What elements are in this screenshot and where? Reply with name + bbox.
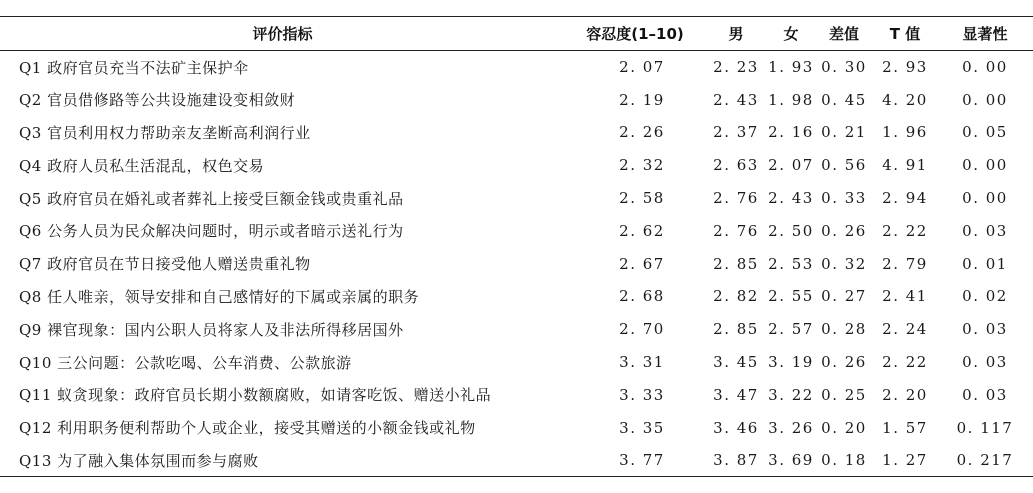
cell-tolerance: 2. 62 — [619, 221, 665, 240]
cell-diff: 0. 28 — [821, 320, 867, 339]
table-body — [0, 51, 1033, 477]
cell-male: 3. 47 — [713, 385, 759, 404]
cell-male: 3. 87 — [713, 451, 759, 470]
cell-t-value: 4. 20 — [882, 90, 928, 109]
cell-item: Q13 为了融入集体氛围而参与腐败 — [19, 451, 259, 470]
cell-significance: 0. 00 — [962, 58, 1008, 77]
cell-tolerance: 3. 77 — [619, 451, 665, 470]
cell-male: 2. 76 — [713, 189, 759, 208]
cell-t-value: 1. 57 — [882, 418, 928, 437]
cell-diff: 0. 25 — [821, 385, 867, 404]
cell-t-value: 2. 20 — [882, 385, 928, 404]
cell-significance: 0. 01 — [962, 254, 1008, 273]
table-row — [0, 182, 1033, 215]
cell-female: 1. 98 — [768, 90, 814, 109]
cell-tolerance: 2. 26 — [619, 123, 665, 142]
cell-item: Q6 公务人员为民众解决问题时，明示或者暗示送礼行为 — [19, 222, 404, 241]
cell-female: 2. 16 — [768, 123, 814, 142]
cell-tolerance: 3. 35 — [619, 418, 665, 437]
cell-tolerance: 2. 70 — [619, 320, 665, 339]
table-row — [0, 116, 1033, 149]
cell-male: 3. 45 — [713, 353, 759, 372]
cell-diff: 0. 45 — [821, 90, 867, 109]
cell-female: 1. 93 — [768, 58, 814, 77]
cell-tolerance: 2. 19 — [619, 90, 665, 109]
cell-significance: 0. 00 — [962, 90, 1008, 109]
cell-diff: 0. 32 — [821, 254, 867, 273]
cell-female: 3. 19 — [768, 353, 814, 372]
table-row — [0, 313, 1033, 346]
cell-item: Q12 利用职务便利帮助个人或企业，接受其赠送的小额金钱或礼物 — [19, 419, 476, 438]
cell-t-value: 2. 22 — [882, 353, 928, 372]
data-table-container — [0, 16, 1033, 477]
cell-diff: 0. 27 — [821, 287, 867, 306]
header-item: 评价指标 — [252, 25, 313, 43]
cell-diff: 0. 33 — [821, 189, 867, 208]
cell-diff: 0. 56 — [821, 156, 867, 175]
cell-t-value: 2. 93 — [882, 58, 928, 77]
table-row — [0, 247, 1033, 280]
cell-tolerance: 2. 68 — [619, 287, 665, 306]
cell-diff: 0. 20 — [821, 418, 867, 437]
table-row — [0, 444, 1033, 477]
cell-significance: 0. 03 — [962, 320, 1008, 339]
cell-significance: 0. 03 — [962, 385, 1008, 404]
cell-tolerance: 2. 07 — [619, 58, 665, 77]
cell-t-value: 2. 22 — [882, 221, 928, 240]
cell-item: Q7 政府官员在节日接受他人赠送贵重礼物 — [19, 255, 311, 274]
cell-significance: 0. 00 — [962, 156, 1008, 175]
cell-female: 3. 26 — [768, 418, 814, 437]
cell-male: 2. 63 — [713, 156, 759, 175]
cell-t-value: 2. 94 — [882, 189, 928, 208]
header-diff: 差值 — [828, 25, 859, 43]
cell-significance: 0. 117 — [956, 418, 1014, 437]
cell-significance: 0. 217 — [956, 451, 1014, 470]
cell-tolerance: 2. 32 — [619, 156, 665, 175]
cell-item: Q9 裸官现象：国内公职人员将家人及非法所得移居国外 — [19, 320, 404, 339]
table-row — [0, 214, 1033, 247]
table-row — [0, 149, 1033, 182]
cell-t-value: 4. 91 — [882, 156, 928, 175]
cell-item: Q2 官员借修路等公共设施建设变相敛财 — [19, 91, 296, 110]
cell-item: Q10 三公问题：公款吃喝、公车消费、公款旅游 — [19, 353, 352, 372]
cell-t-value: 2. 41 — [882, 287, 928, 306]
cell-male: 3. 46 — [713, 418, 759, 437]
header-tolerance: 容忍度(1–10) — [586, 25, 684, 43]
cell-diff: 0. 18 — [821, 451, 867, 470]
table-row — [0, 346, 1033, 379]
cell-item: Q1 政府官员充当不法矿主保护伞 — [19, 58, 249, 77]
cell-diff: 0. 26 — [821, 221, 867, 240]
cell-female: 2. 55 — [768, 287, 814, 306]
cell-item: Q4 政府人员私生活混乱，权色交易 — [19, 156, 265, 175]
cell-significance: 0. 05 — [962, 123, 1008, 142]
cell-item: Q11 蚁贪现象：政府官员长期小数额腐败，如请客吃饭、赠送小礼品 — [19, 386, 492, 405]
cell-male: 2. 23 — [713, 58, 759, 77]
cell-t-value: 1. 27 — [882, 451, 928, 470]
cell-female: 2. 43 — [768, 189, 814, 208]
table-row — [0, 411, 1033, 444]
cell-t-value: 1. 96 — [882, 123, 928, 142]
header-t-value: T 值 — [889, 25, 921, 43]
cell-female: 2. 53 — [768, 254, 814, 273]
cell-female: 2. 57 — [768, 320, 814, 339]
cell-male: 2. 85 — [713, 254, 759, 273]
cell-item: Q8 任人唯亲，领导安排和自己感情好的下属或亲属的职务 — [19, 287, 420, 306]
cell-tolerance: 3. 31 — [619, 353, 665, 372]
cell-diff: 0. 26 — [821, 353, 867, 372]
header-significance: 显著性 — [962, 25, 1008, 43]
header-male: 男 — [728, 25, 744, 43]
cell-item: Q3 官员利用权力帮助亲友垄断高利润行业 — [19, 123, 311, 142]
cell-significance: 0. 02 — [962, 287, 1008, 306]
table-row — [0, 280, 1033, 313]
cell-male: 2. 85 — [713, 320, 759, 339]
header-row — [0, 17, 1033, 51]
cell-male: 2. 37 — [713, 123, 759, 142]
header-female: 女 — [783, 25, 799, 43]
table-header — [0, 17, 1033, 51]
cell-diff: 0. 30 — [821, 58, 867, 77]
cell-significance: 0. 00 — [962, 189, 1008, 208]
cell-female: 2. 50 — [768, 221, 814, 240]
cell-male: 2. 43 — [713, 90, 759, 109]
cell-t-value: 2. 24 — [882, 320, 928, 339]
cell-diff: 0. 21 — [821, 123, 867, 142]
cell-significance: 0. 03 — [962, 221, 1008, 240]
cell-tolerance: 2. 67 — [619, 254, 665, 273]
cell-t-value: 2. 79 — [882, 254, 928, 273]
cell-significance: 0. 03 — [962, 353, 1008, 372]
cell-tolerance: 3. 33 — [619, 385, 665, 404]
cell-female: 3. 69 — [768, 451, 814, 470]
cell-male: 2. 76 — [713, 221, 759, 240]
table-row — [0, 83, 1033, 116]
cell-female: 3. 22 — [768, 385, 814, 404]
cell-female: 2. 07 — [768, 156, 814, 175]
cell-male: 2. 82 — [713, 287, 759, 306]
table-row — [0, 378, 1033, 411]
table-row — [0, 51, 1033, 84]
evaluation-table — [0, 16, 1033, 477]
cell-item: Q5 政府官员在婚礼或者葬礼上接受巨额金钱或贵重礼品 — [19, 189, 404, 208]
cell-tolerance: 2. 58 — [619, 189, 665, 208]
